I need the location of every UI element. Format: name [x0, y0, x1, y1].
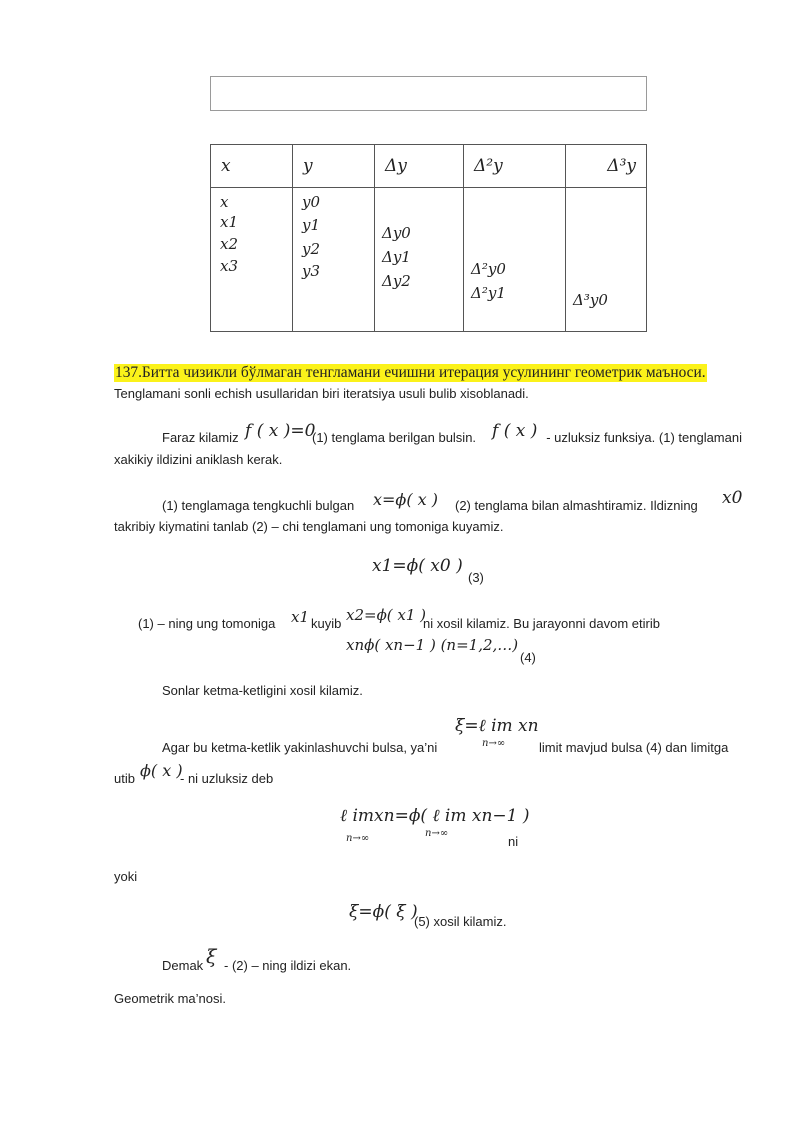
equation-limit-definition: ξ=ℓ im xn	[455, 716, 539, 736]
equation-4: xnϕ( xn−1 ) (n=1,2,…)	[346, 636, 519, 654]
paragraph-assume-mid: (1) tenglama berilgan bulsin.	[312, 430, 477, 445]
delta3-y-value: Δ³y0	[573, 291, 608, 309]
equation-f-x-zero: f ( x )=0	[245, 421, 316, 441]
paragraph-equivalent-start: (1) tenglamaga tengkuchli bulgan	[162, 498, 355, 513]
paragraph-substitute-end: ni xosil kilamiz. Bu jarayonni davom etirib	[423, 616, 660, 631]
x-value: x3	[220, 257, 239, 275]
paragraph-equivalent-mid: (2) tenglama bilan almashtiramiz. Ildizning	[455, 498, 698, 513]
header-delta3-y: Δ³y	[566, 145, 647, 188]
header-x: x	[211, 145, 293, 188]
cell-delta2-y-values	[464, 188, 566, 332]
equation-5-text: (5) xosil kilamiz.	[414, 914, 507, 929]
paragraph-continuity-start: utib	[114, 771, 135, 786]
paragraph-assume-cont: xakikiy ildizini aniklash kerak.	[114, 452, 283, 467]
y-value: y2	[302, 240, 321, 258]
paragraph-converge-end: limit mavjud bulsa (4) dan limitga	[539, 740, 729, 755]
header-y: y	[293, 145, 375, 188]
paragraph-converge-start: Agar bu ketma-ketlik yakinlashuvchi bulsa, ya’ni	[162, 740, 438, 755]
equation-4-number: (4)	[520, 650, 536, 665]
paragraph-sequence: Sonlar ketma-ketligini xosil kilamiz.	[162, 683, 363, 698]
paragraph-conclusion-end: - (2) – ning ildizi ekan.	[224, 958, 352, 973]
limit-subscript-right: n→∞	[425, 828, 449, 839]
paragraph-or: yoki	[114, 869, 138, 884]
equation-3: x1=ϕ( x0 )	[372, 556, 463, 576]
delta-y-value: Δy2	[382, 272, 411, 290]
paragraph-conclusion-start: Demak	[162, 958, 204, 973]
symbol-xi: ξ	[206, 946, 217, 968]
limit-subscript-left: n→∞	[346, 833, 370, 844]
paragraph-geometric-meaning: Geometrik ma’nosi.	[114, 991, 226, 1006]
paragraph-intro: Tenglamani sonli echish usullaridan biri iteratsiya usuli bulib xisoblanadi.	[114, 386, 529, 401]
symbol-x1: x1	[291, 608, 310, 626]
paragraph-equivalent-cont: takribiy kiymatini tanlab (2) – chi tenglamani ung tomoniga kuyamiz.	[114, 519, 504, 534]
x-value: x2	[220, 235, 239, 253]
table-body-row	[211, 188, 647, 332]
paragraph-assume-start: Faraz kilamiz	[162, 430, 239, 445]
equation-3-number: (3)	[468, 570, 484, 585]
equation-x2: x2=ϕ( x1 )	[346, 606, 427, 624]
delta2-y-value: Δ²y1	[471, 284, 506, 302]
delta-y-value: Δy0	[382, 224, 411, 242]
equation-x-phi-x: x=ϕ( x )	[373, 490, 439, 509]
x-value: x1	[220, 213, 239, 231]
y-value: y1	[302, 216, 321, 234]
delta-y-value: Δy1	[382, 248, 411, 266]
x-value: x	[220, 193, 229, 211]
difference-table	[210, 144, 647, 332]
paragraph-assume-end: - uzluksiz funksiya. (1) tenglamani	[546, 430, 742, 445]
equation-f-x: f ( x )	[492, 421, 538, 441]
cell-x-values	[211, 188, 293, 332]
equation-limit-suffix: ni	[508, 834, 519, 849]
limit-subscript: n→∞	[482, 738, 506, 749]
y-value: y3	[302, 262, 321, 280]
empty-frame	[210, 76, 647, 111]
paragraph-substitute-start: (1) – ning ung tomoniga	[138, 616, 276, 631]
cell-y-values	[293, 188, 375, 332]
table-header-row	[211, 145, 647, 188]
delta2-y-value: Δ²y0	[471, 260, 506, 278]
cell-delta-y-values	[375, 188, 464, 332]
cell-delta3-y-values	[566, 188, 647, 332]
symbol-x0: x0	[722, 488, 743, 508]
equation-phi-x: ϕ( x )	[140, 761, 183, 780]
y-value: y0	[302, 193, 321, 211]
header-delta-y: Δy	[375, 145, 464, 188]
equation-5: ξ=ϕ( ξ )	[349, 902, 418, 922]
equation-limit-phi: ℓ imxn=ϕ( ℓ im xn−1 )	[340, 806, 530, 826]
paragraph-continuity-end: - ni uzluksiz deb	[180, 771, 274, 786]
paragraph-substitute-kuyib: kuyib	[311, 616, 342, 631]
header-delta2-y: Δ²y	[464, 145, 566, 188]
section-heading: 137.Битта чизикли бўлмаган тенгламани ечишни итерация усулининг геометрик маъноси.	[115, 364, 706, 381]
